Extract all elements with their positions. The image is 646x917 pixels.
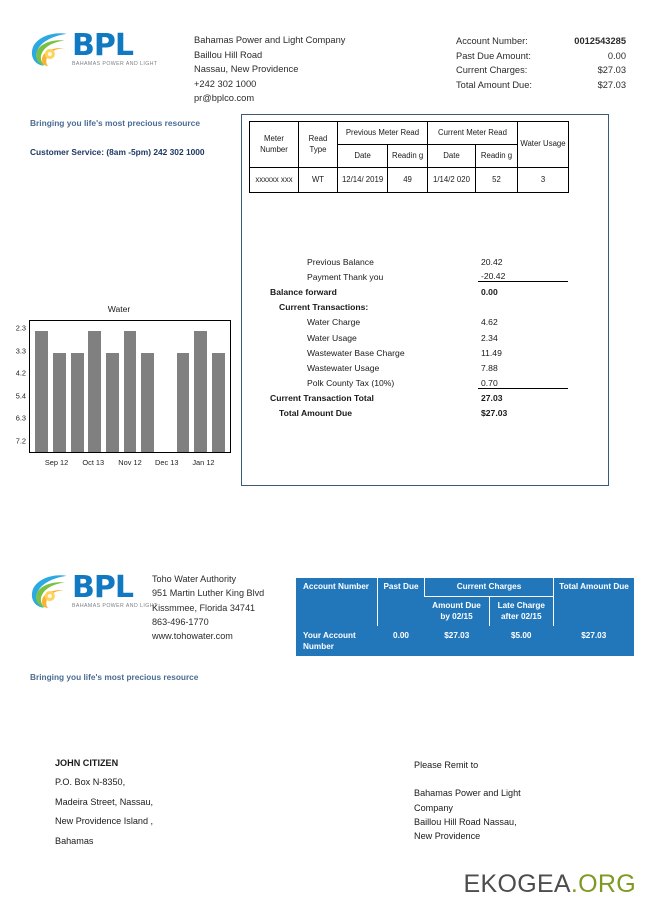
tagline-top: Bringing you life's most precious resource [30, 118, 200, 128]
charge-label: Wastewater Usage [307, 362, 380, 373]
logo-bpl-text: BPL [72, 569, 133, 605]
chart-bars [30, 321, 230, 452]
summary-label: Past Due Amount: [456, 50, 531, 61]
charge-label: Previous Balance [307, 256, 374, 267]
watermark-name: EKOGEA [463, 870, 571, 898]
customer-line-1: P.O. Box N-8350, [55, 777, 126, 788]
company-address-block [194, 33, 345, 106]
pay-header-account-number: Account Number [303, 582, 369, 591]
table-header-row-top [250, 122, 569, 145]
charge-label: Water Charge [307, 317, 361, 328]
chart-y-tick: 4.2 [15, 368, 26, 378]
charge-amount [478, 408, 568, 418]
charge-amount [478, 333, 568, 343]
chart-y-tick: 2.3 [15, 323, 26, 333]
charge-amount [478, 317, 568, 327]
chart-bar [106, 353, 119, 452]
meter-reading-table [249, 121, 569, 193]
header-previous-meter-read: Previous Meter Read [338, 122, 428, 145]
chart-title: Water [107, 304, 131, 314]
chart-bar-slot [174, 321, 192, 452]
cell-meter-number: xxxxxx xxx [250, 168, 299, 193]
cell-current-date: 1/14/2 020 [427, 168, 475, 193]
summary-row-past-due [456, 49, 626, 64]
chart-y-axis [0, 320, 26, 453]
charge-line [242, 315, 610, 330]
charge-amount-text: 7.88 [481, 362, 498, 373]
chart-bar-slot [156, 321, 174, 452]
cell-read-type: WT [299, 168, 338, 193]
pay-cell-late-charge: $5.00 [511, 630, 532, 640]
charge-line [242, 345, 610, 360]
summary-label: Account Number: [456, 36, 528, 46]
chart-bar-slot [51, 321, 69, 452]
remit-address-block [414, 758, 521, 843]
charge-line [242, 376, 610, 391]
chart-bar-slot [139, 321, 157, 452]
header-meter-number: Meter Number [250, 122, 299, 168]
logo-subtitle: BAHAMAS POWER AND LIGHT [72, 602, 158, 609]
cell-previous-reading: 49 [388, 168, 428, 193]
charge-amount [478, 302, 568, 312]
remit-spacer [414, 772, 521, 786]
toho-phone: 863-496-1770 [152, 616, 209, 627]
pay-header-current-charges: Current Charges [425, 578, 554, 596]
charge-label: Wastewater Base Charge [307, 347, 405, 358]
charge-line [242, 254, 610, 269]
summary-value: 0012543285 [574, 36, 626, 46]
table-row [250, 168, 569, 193]
bpl-swoosh-icon [28, 570, 70, 612]
charge-line [242, 284, 610, 299]
customer-line-2: Madeira Street, Nassau, [55, 796, 154, 807]
charge-line [242, 330, 610, 345]
company-email: pr@bplco.com [194, 93, 255, 104]
customer-line-4: Bahamas [55, 835, 94, 846]
pay-header-past-due: Past Due [378, 578, 425, 626]
account-summary-block [456, 34, 626, 92]
toho-street: 951 Martin Luther King Blvd [152, 588, 265, 599]
chart-x-tick: Nov 12 [118, 458, 142, 467]
bpl-logo-stub [28, 570, 158, 612]
summary-row-current-charges [456, 63, 626, 78]
company-phone: +242 302 1000 [194, 78, 257, 89]
chart-y-tick: 5.4 [15, 391, 26, 401]
charge-label: Payment Thank you [307, 271, 384, 282]
charge-amount [478, 348, 568, 358]
charge-amount-text: $27.03 [481, 408, 508, 419]
chart-bar [35, 331, 48, 452]
charge-label: Polk County Tax (10%) [307, 378, 395, 389]
remit-line-4: New Providence [414, 831, 481, 842]
charge-label: Current Transaction Total [270, 393, 374, 404]
charge-amount-text: 11.49 [481, 347, 502, 358]
remit-line-3: Baillou Hill Road Nassau, [414, 816, 517, 827]
cell-current-reading: 52 [475, 168, 517, 193]
charge-amount [478, 257, 568, 267]
bpl-swoosh-icon [28, 28, 70, 70]
chart-bar [194, 331, 207, 452]
chart-y-tick: 6.3 [15, 413, 26, 423]
remit-line-2: Company [414, 802, 453, 813]
chart-bar [53, 353, 66, 452]
toho-address-block [152, 572, 264, 643]
summary-value: 0.00 [607, 50, 626, 61]
chart-x-tick: Jan 12 [192, 458, 215, 467]
chart-bar [212, 353, 225, 452]
charge-amount-text: 4.62 [481, 317, 498, 328]
header-previous-reading: Readin g [388, 145, 428, 168]
chart-bar-slot [104, 321, 122, 452]
pay-data-row [296, 626, 634, 656]
charge-label: Total Amount Due [279, 408, 353, 419]
customer-address-block [55, 754, 153, 851]
charges-breakdown [242, 254, 610, 421]
charge-amount-text: 0.70 [481, 377, 498, 388]
remit-line-1: Bahamas Power and Light [414, 788, 521, 799]
charge-line [242, 360, 610, 375]
summary-value: $27.03 [597, 79, 626, 90]
charge-amount-text: -20.42 [481, 271, 506, 282]
summary-row-account-number [456, 34, 626, 49]
bill-detail-panel [241, 114, 609, 486]
summary-label: Current Charges: [456, 65, 528, 76]
chart-bar-slot [209, 321, 227, 452]
chart-bar [177, 353, 190, 452]
charge-amount [478, 378, 568, 389]
customer-line-3: New Providence Island , [55, 816, 154, 827]
chart-x-tick: Dec 13 [155, 458, 179, 467]
chart-bar [141, 353, 154, 452]
customer-service-line: Customer Service: (8am -5pm) 242 302 1000 [30, 147, 205, 157]
header-current-meter-read: Current Meter Read [427, 122, 517, 145]
summary-label: Total Amount Due: [456, 79, 532, 90]
chart-bar-slot [68, 321, 86, 452]
charge-line [242, 300, 610, 315]
chart-x-tick: Sep 12 [44, 458, 69, 467]
chart-plot-area [29, 320, 231, 453]
cell-previous-date: 12/14/ 2019 [338, 168, 388, 193]
header-current-date: Date [427, 145, 475, 168]
header-current-reading: Readin g [475, 145, 517, 168]
charge-line [242, 406, 610, 421]
bpl-logo-header [28, 28, 158, 70]
water-usage-chart [0, 300, 238, 480]
tagline-bottom: Bringing you life's most precious resource [30, 672, 199, 682]
remit-heading: Please Remit to [414, 760, 479, 770]
ekogea-watermark [464, 870, 637, 899]
header-previous-date: Date [338, 145, 388, 168]
pay-header-total-due: Total Amount Due [554, 578, 635, 626]
watermark-tld: .ORG [570, 870, 636, 898]
charge-amount [478, 363, 568, 373]
chart-bar-slot [192, 321, 210, 452]
company-name: Bahamas Power and Light Company [194, 35, 346, 45]
charge-label: Water Usage [307, 332, 357, 343]
chart-bar-slot [86, 321, 104, 452]
header-read-type: Read Type [299, 122, 338, 168]
header-water-usage: Water Usage [518, 122, 569, 168]
pay-cell-amount-due: $27.03 [444, 630, 470, 640]
toho-city: Kissmmee, Florida 34741 [152, 602, 256, 613]
chart-bar [71, 353, 84, 452]
company-street: Baillou Hill Road [194, 49, 263, 60]
logo-bpl-text: BPL [72, 27, 133, 63]
charge-label: Balance forward [270, 286, 337, 297]
chart-bar [124, 331, 137, 452]
charge-amount [478, 287, 568, 297]
charge-amount-text: 0.00 [481, 286, 498, 297]
pay-cell-account: Your Account Number [303, 630, 356, 652]
summary-row-total-due [456, 78, 626, 93]
customer-name: JOHN CITIZEN [55, 758, 119, 768]
pay-header-late-charge: Late Charge after 02/15 [489, 596, 554, 626]
toho-website[interactable]: www.tohowater.com [152, 631, 233, 642]
chart-x-tick: Oct 13 [82, 458, 105, 467]
chart-bar-slot [33, 321, 51, 452]
payment-stub-table [296, 578, 634, 656]
chart-bar [88, 331, 101, 452]
chart-y-tick: 7.2 [15, 436, 26, 446]
charge-amount-text: 20.42 [481, 256, 503, 267]
cell-water-usage: 3 [518, 168, 569, 193]
charge-line [242, 269, 610, 284]
pay-header-amount-due-by: Amount Due by 02/15 [432, 600, 481, 622]
logo-wordmark [72, 569, 158, 609]
chart-bar-slot [121, 321, 139, 452]
charge-label: Current Transactions: [279, 302, 369, 313]
logo-subtitle: BAHAMAS POWER AND LIGHT [72, 60, 158, 67]
charge-amount [478, 393, 568, 403]
pay-header-row-top [296, 578, 634, 596]
charge-line [242, 391, 610, 406]
company-city: Nassau, New Providence [194, 64, 299, 75]
pay-cell-total-due: $27.03 [581, 630, 607, 640]
charge-amount-text: 27.03 [481, 393, 503, 404]
chart-y-tick: 3.3 [15, 346, 26, 356]
charge-amount-text: 2.34 [481, 332, 498, 343]
logo-wordmark [72, 27, 158, 67]
summary-value: $27.03 [597, 65, 626, 76]
charge-amount [478, 271, 568, 282]
pay-cell-past-due: 0.00 [393, 630, 409, 640]
toho-name: Toho Water Authority [152, 574, 237, 584]
